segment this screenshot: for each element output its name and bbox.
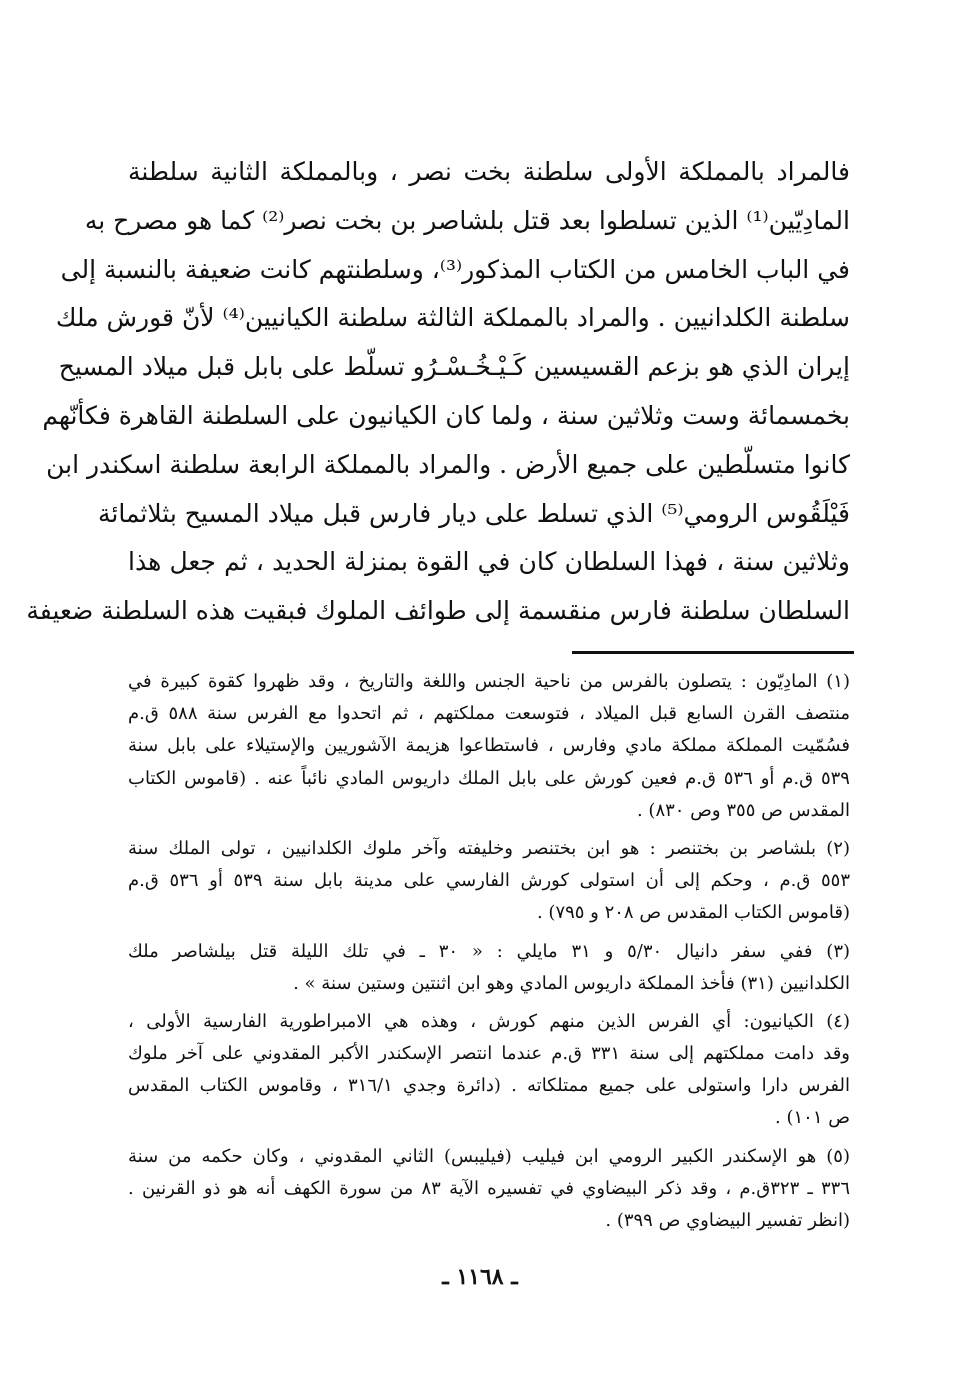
footnote-line: المقدس ص ٣٥٥ وص ٨٣٠) .: [636, 799, 850, 821]
main-text-line: وثلاثين سنة ، فهذا السلطان كان في القوة بمنزلة الحديد ، ثم جعل هذا: [128, 547, 850, 577]
main-text-line: فَيْلَقُوس الرومي⁽⁵⁾ الذي تسلط على ديار فارس قبل ميلاد المسيح بثلاثمائة: [97, 498, 850, 528]
footnote-5: [128, 1141, 850, 1238]
footnotes-block: [128, 666, 850, 1237]
main-text-line: إيران الذي هو بزعم القسيسين كَـيْـخُـسْـرُو تسلّط على بابل قبل ميلاد المسيح: [58, 352, 850, 382]
footnote-line: (قاموس الكتاب المقدس ص ٢٠٨ و ٧٩٥) .: [536, 902, 850, 924]
footnote-line: (٥) هو الإسكندر الكبير الرومي ابن فيليب (فيليبس) الثاني المقدوني ، وكان حكمه من سنة: [128, 1145, 850, 1167]
footnote-line: فسُمّيت المملكة مملكة مادي وفارس ، فاستطاعوا هزيمة الآشوريين والإستيلاء على بابل سنة: [128, 735, 850, 757]
footnote-2: [128, 833, 850, 930]
footnote-line: وقد دامت مملكتهم إلى سنة ٣٣١ ق.م عندما انتصر الإسكندر الأكبر المقدوني على آخر ملوك: [128, 1043, 850, 1065]
footnote-line: (انظر تفسير البيضاوي ص ٣٩٩) .: [605, 1210, 850, 1231]
footnote-line: ٣٣٦ ـ ٣٢٣ق.م ، وقد ذكر البيضاوي في تفسيره الآية ٨٣ من سورة الكهف أنه هو ذو القرنين .: [128, 1177, 850, 1199]
footnote-3: [128, 936, 850, 1000]
main-text-line: سلطنة الكلدانيين . والمراد بالمملكة الثالثة سلطنة الكيانيين⁽⁴⁾ لأنّ قورش ملك: [55, 303, 850, 333]
footnote-line: ٥٥٣ ق.م ، وحكم إلى أن استولى كورش الفارسي على مدينة بابل سنة ٥٣٩ أو ٥٣٦ ق.م: [128, 870, 850, 892]
main-text-line: فالمراد بالمملكة الأولى سلطنة بخت نصر ، وبالمملكة الثانية سلطنة: [128, 157, 850, 186]
footnote-separator-rule: [572, 651, 854, 654]
footnote-line: منتصف القرن السابع قبل الميلاد ، فتوسعت مملكتهم ، ثم اتحدوا مع الفرس سنة ٥٨٨ ق.م: [128, 703, 850, 725]
footnote-line: (٣) ففي سفر دانيال ٥/٣٠ و ٣١ مايلي : « ٣٠ ـ في تلك الليلة قتل بيلشاصر ملك: [128, 940, 851, 962]
page-number: ـ ١١٦٨ ـ: [442, 1264, 518, 1290]
footnote-1: [128, 666, 850, 827]
footnote-line: (٤) الكيانيون: أي الفرس الذين منهم كورش ، وهذه هي الامبراطورية الفارسية الأولى ،: [128, 1010, 850, 1032]
main-text-line: كانوا متسلّطين على جميع الأرض . والمراد بالمملكة الرابعة سلطنة اسكندر ابن: [46, 449, 850, 479]
footnote-line: الكلدانيين (٣١) فأخذ المملكة داريوس المادي وهو ابن اثنتين وستين سنة » .: [293, 972, 850, 994]
footnote-4: [128, 1006, 850, 1135]
footnote-line: ٥٣٩ ق.م أو ٥٣٦ ق.م فعين كورش على بابل الملك داريوس المادي نائباً عنه . (قاموس الكتاب: [128, 767, 850, 789]
footnote-line: ص ١٠١) .: [775, 1107, 850, 1129]
main-text-line: في الباب الخامس من الكتاب المذكور⁽³⁾، وسلطنتهم كانت ضعيفة بالنسبة إلى: [60, 254, 850, 284]
main-text-block: [26, 148, 850, 636]
main-text-line: المادِيّين⁽¹⁾ الذين تسلطوا بعد قتل بلشاصر بن بخت نصر⁽²⁾ كما هو مصرح به: [84, 205, 850, 235]
footnote-line: الفرس دارا واستولى على جميع ممتلكاته . (دائرة وجدي ٣١٦/١ ، وقاموس الكتاب المقدس: [128, 1075, 850, 1097]
main-text-line: بخمسمائة وست وثلاثين سنة ، ولما كان الكيانيون على السلطنة القاهرة فكأنّهم: [42, 400, 850, 430]
footnote-line: (١) المادِيّون : يتصلون بالفرس من ناحية الجنس واللغة والتاريخ ، وقد ظهروا كقوة كبيرة في: [128, 671, 850, 692]
footnote-line: (٢) بلشاصر بن بختنصر : هو ابن بختنصر وخليفته وآخر ملوك الكلدانيين ، تولى الملك سنة: [128, 837, 850, 859]
main-text-line: السلطان سلطنة فارس منقسمة إلى طوائف الملوك فبقيت هذه السلطنة ضعيفة: [26, 596, 850, 626]
